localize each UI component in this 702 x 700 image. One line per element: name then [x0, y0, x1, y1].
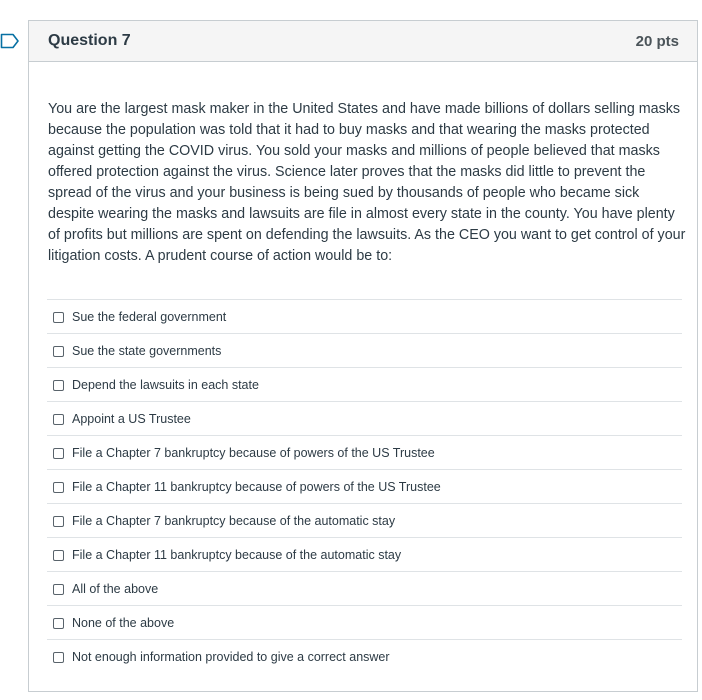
answer-checkbox[interactable] [53, 346, 64, 357]
answer-label: Sue the state governments [72, 343, 222, 358]
answer-label: File a Chapter 11 bankruptcy because of the automatic stay [72, 547, 402, 562]
question-text: You are the largest mask maker in the United States and have made billions of dollars selling masks because the population was told that it had to buy masks and that wearing the masks protected against getting the COVID virus. You sold your masks and millions of people believed that masks offered protection against the virus. Science later proves that the masks did little to prevent the spread of the virus and your business is being sued by thousands of people who became sick despite wearing the masks and lawsuits are file in almost every state in the county. You have plenty of profits but millions are spent on defending the lawsuits. As the CEO you want to get control of your litigation costs. A prudent course of action would be to: [48, 101, 686, 264]
answer-checkbox[interactable] [53, 312, 64, 323]
answer-checkbox[interactable] [53, 516, 64, 527]
bookmark-flag-icon[interactable] [0, 33, 20, 49]
answer-checkbox[interactable] [53, 652, 64, 663]
answer-label: File a Chapter 7 bankruptcy because of powers of the US Trustee [72, 445, 435, 460]
answer-option[interactable] [47, 367, 682, 401]
answer-checkbox[interactable] [53, 550, 64, 561]
answer-option[interactable] [47, 503, 682, 537]
question-header [29, 21, 697, 62]
question-points: 20 pts [635, 32, 679, 50]
answer-checkbox[interactable] [53, 414, 64, 425]
answer-option[interactable] [47, 333, 682, 367]
answer-checkbox[interactable] [53, 618, 64, 629]
answer-option[interactable] [47, 435, 682, 469]
answer-option[interactable] [47, 401, 682, 435]
answer-label: All of the above [72, 581, 159, 596]
answer-label: Not enough information provided to give a correct answer [72, 649, 390, 664]
answer-checkbox[interactable] [53, 584, 64, 595]
answer-option[interactable] [47, 469, 682, 503]
answer-option[interactable] [47, 299, 682, 333]
answer-checkbox[interactable] [53, 482, 64, 493]
answer-label: File a Chapter 11 bankruptcy because of powers of the US Trustee [72, 479, 441, 494]
answer-label: None of the above [72, 615, 175, 630]
answer-option[interactable] [47, 605, 682, 639]
answer-list [47, 299, 682, 673]
answer-label: Sue the federal government [72, 309, 227, 324]
question-card [28, 20, 698, 692]
answer-label: Depend the lawsuits in each state [72, 377, 259, 392]
answer-label: Appoint a US Trustee [72, 411, 191, 426]
answer-option[interactable] [47, 639, 682, 673]
answer-checkbox[interactable] [53, 380, 64, 391]
answer-option[interactable] [47, 537, 682, 571]
answer-option[interactable] [47, 571, 682, 605]
answer-label: File a Chapter 7 bankruptcy because of the automatic stay [72, 513, 396, 528]
question-title: Question 7 [48, 32, 131, 49]
answer-checkbox[interactable] [53, 448, 64, 459]
